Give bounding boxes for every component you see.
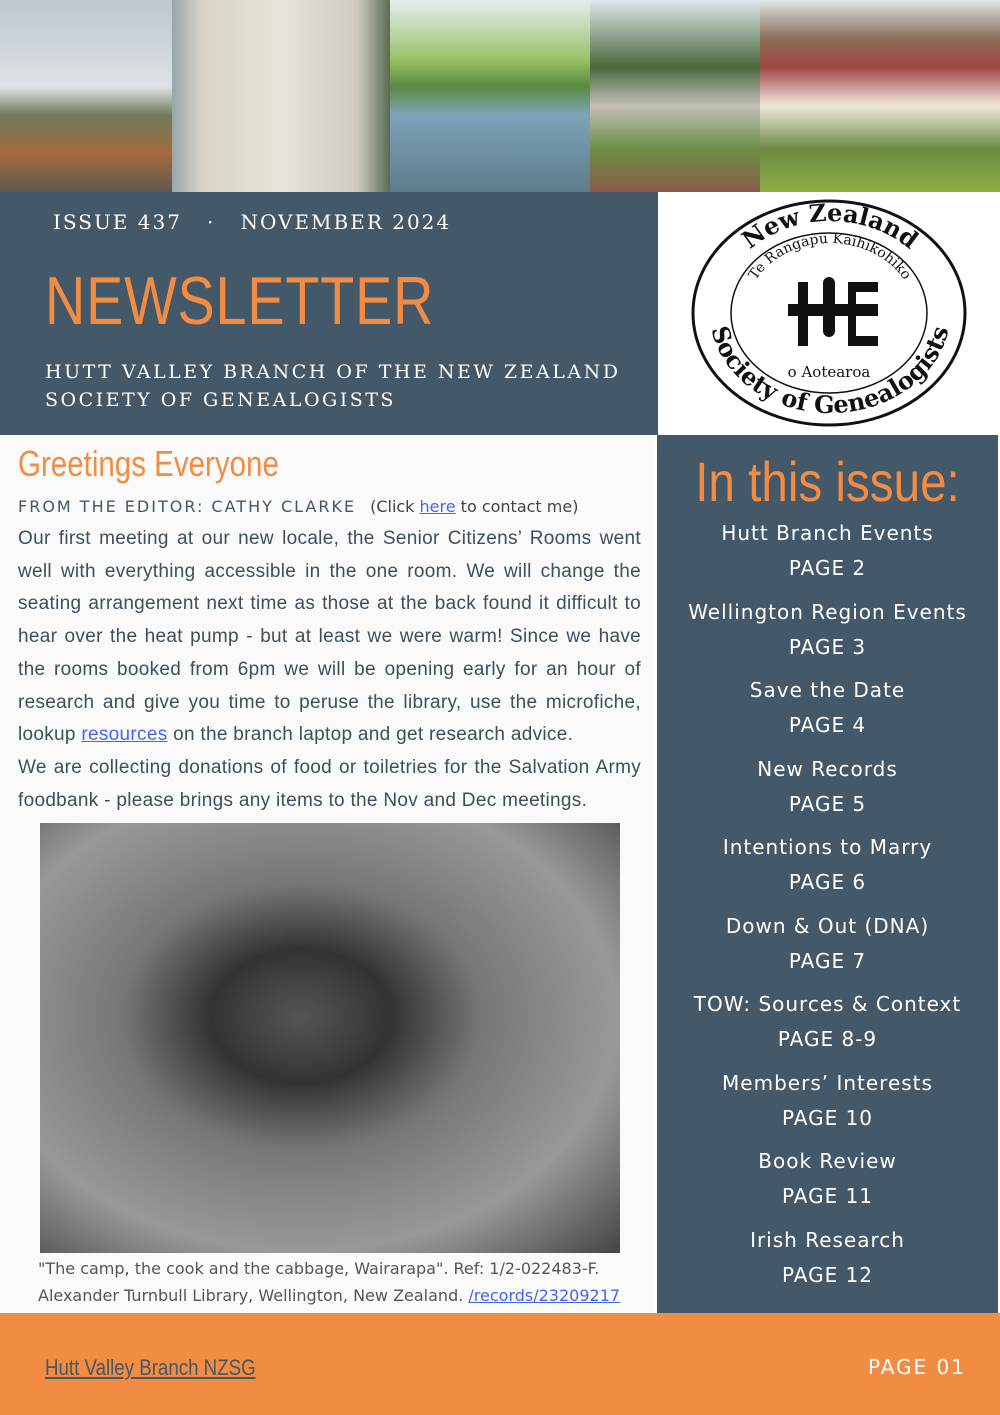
toc-item-label: Members’ Interests [722, 1070, 933, 1095]
editor-article [0, 435, 655, 1313]
photo-caption [38, 1255, 655, 1313]
issue-number: ISSUE 437 [53, 210, 182, 234]
toc-item-label: Save the Date [749, 678, 906, 702]
text: on the branch laptop and get research advice. [167, 724, 574, 746]
contact-text: to contact me) [455, 497, 579, 516]
caption-line: Alexander Turnbull Library, Wellington, New Zealand. [38, 1286, 469, 1305]
article-byline [18, 497, 578, 516]
logo-text: Te Rangapū Kaihikohiko [745, 230, 915, 283]
photo-hand-sculpture [0, 0, 172, 192]
toc-item-page: PAGE 8-9 [777, 1027, 878, 1051]
toc-item[interactable] [657, 752, 998, 829]
toc-item-page: PAGE 4 [788, 713, 867, 737]
footer [0, 1313, 1000, 1415]
toc-item-label: New Records [757, 756, 898, 781]
caption-line: "The camp, the cook and the cabbage, Wairarapa". Ref: 1/2-022483-F. [38, 1259, 600, 1278]
page-number: PAGE 01 [867, 1355, 966, 1379]
toc-item-label: Hutt Branch Events [721, 521, 934, 545]
toc-item[interactable] [657, 1144, 998, 1221]
editor-name: FROM THE EDITOR: CATHY CLARKE [18, 497, 357, 516]
toc-item[interactable] [657, 830, 998, 907]
records-link[interactable]: /records/23209217 [468, 1286, 621, 1305]
issue-line [53, 210, 451, 234]
toc-item[interactable] [657, 595, 998, 672]
toc-item-page: PAGE 11 [781, 1184, 874, 1208]
toc-item[interactable] [657, 1223, 998, 1300]
contact-link[interactable]: here [419, 497, 456, 516]
toc-item-page: PAGE 12 [781, 1262, 874, 1287]
photo-cottage [760, 0, 1000, 192]
paragraph [18, 523, 641, 752]
toc-item-label: TOW: Sources & Context [693, 992, 962, 1016]
logo-text: Society of Genealogists [705, 322, 955, 420]
toc-item-label: Down & Out (DNA) [725, 913, 930, 938]
paragraph: We are collecting donations of food or toiletries for the Salvation Army foodbank - please brings any items to the Nov and Dec meetings. [18, 756, 641, 811]
text: Our first meeting at our new locale, the Senior Citizens’ Rooms went well with everything accessible in the one room. We will change the seating arrangement next time as those at the back found it difficult to hear over the heat pump - but at least we were warm! Since we have the rooms booked from 6pm we will be opening early for an hour of research and give you time to peruse the library, use the microfiche, lookup [18, 528, 641, 746]
header-photo-strip [0, 0, 1000, 192]
toc-item[interactable] [657, 909, 998, 986]
toc-item-label: Irish Research [750, 1227, 905, 1252]
toc-item-page: PAGE 7 [788, 948, 867, 973]
subtitle-line: SOCIETY OF GENEALOGISTS [45, 389, 396, 411]
issue-date: NOVEMBER 2024 [240, 210, 452, 234]
photo-war-memorial [590, 0, 760, 192]
nzsg-logo [658, 192, 1000, 435]
logo-text: o Aotearoa [787, 363, 871, 381]
newsletter-title: NEWSLETTER [45, 263, 435, 339]
toc-item-page: PAGE 5 [788, 791, 867, 816]
footer-branch-link[interactable]: Hutt Valley Branch NZSG [45, 1355, 256, 1380]
organisation-name [45, 358, 645, 414]
masthead [0, 192, 658, 435]
toc-item[interactable] [657, 1066, 998, 1143]
toc-item[interactable] [657, 516, 998, 593]
resources-link[interactable]: resources [81, 724, 168, 746]
photo-river-bridge [390, 0, 590, 192]
toc-item-label: Book Review [758, 1149, 897, 1173]
contact-note [370, 497, 578, 516]
subtitle-line: HUTT VALLEY BRANCH OF THE NEW ZEALAND [45, 361, 621, 383]
logo-emblem-icon [788, 277, 878, 346]
toc-item[interactable] [657, 673, 998, 750]
contact-text: (Click [370, 497, 420, 516]
toc-item-label: Intentions to Marry [722, 835, 933, 859]
historic-camp-photo [40, 823, 620, 1253]
toc-item-page: PAGE 2 [788, 556, 867, 580]
toc-item-page: PAGE 3 [788, 634, 867, 659]
toc-item-label: Wellington Region Events [688, 599, 967, 624]
article-body [18, 523, 641, 817]
article-heading: Greetings Everyone [18, 443, 279, 484]
in-this-issue-sidebar [657, 435, 998, 1313]
sidebar-title: In this issue: [695, 450, 960, 513]
toc-item-page: PAGE 10 [781, 1105, 874, 1130]
separator: · [207, 210, 216, 234]
toc-item-page: PAGE 6 [788, 870, 867, 894]
toc-item[interactable] [657, 987, 998, 1064]
photo-building [172, 0, 390, 192]
logo-text: New Zealand [736, 197, 925, 255]
